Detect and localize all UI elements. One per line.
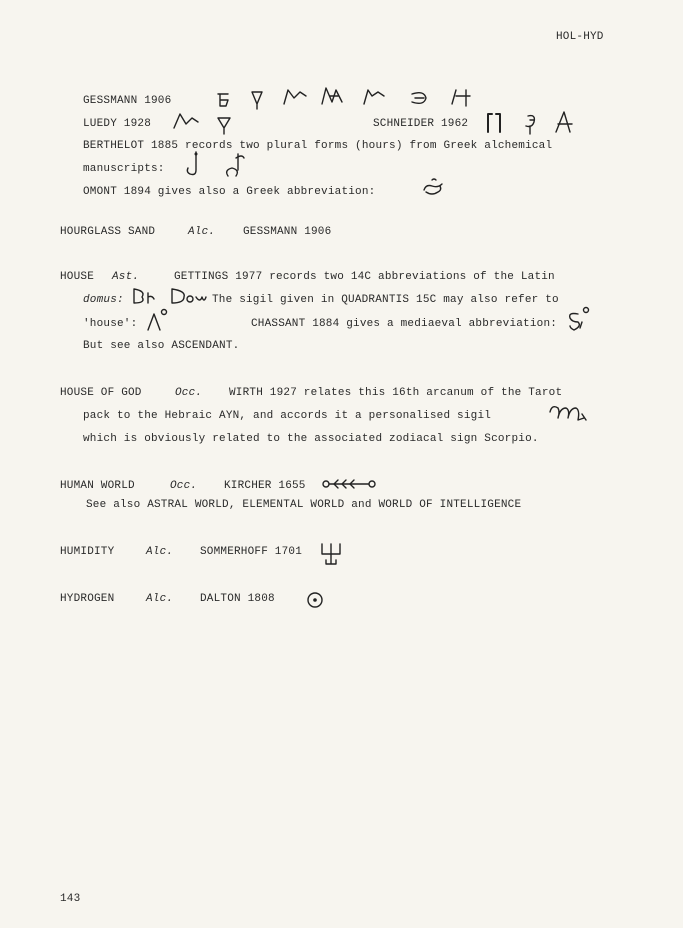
entry-human-world-term: HUMAN WORLD xyxy=(60,480,135,492)
entry-house-of-god-line-1: WIRTH 1927 relates this 16th arcanum of the Tarot xyxy=(229,387,563,399)
entry-hourglass-term: HOURGLASS SAND xyxy=(60,226,156,238)
entry-human-world-source: KIRCHER 1655 xyxy=(224,480,306,492)
humidity-sigil xyxy=(318,540,344,568)
hydrogen-sigil xyxy=(304,589,326,611)
quadrantis-house-sigil xyxy=(144,306,174,332)
entry-house-term: HOUSE xyxy=(60,271,95,283)
entry-human-world-see-also: See also ASTRAL WORLD, ELEMENTAL WORLD and WORLD OF INTELLIGENCE xyxy=(86,499,522,511)
entry-house-line-4: But see also ASCENDANT. xyxy=(83,340,240,352)
entry-house-domus: domus: xyxy=(83,294,124,306)
domus-abbreviations xyxy=(128,283,210,307)
gessmann-ref: GESSMANN 1906 xyxy=(83,95,172,107)
omont-sigil xyxy=(420,174,450,198)
entry-house-line-3b: CHASSANT 1884 gives a mediaeval abbreviation: xyxy=(251,318,558,330)
luedy-ref: LUEDY 1928 xyxy=(83,118,152,130)
omont-line: OMONT 1894 gives also a Greek abbreviation: xyxy=(83,186,376,198)
running-head: HOL-HYD xyxy=(556,31,604,43)
entry-humidity-term: HUMIDITY xyxy=(60,546,115,558)
entry-hydrogen-term: HYDROGEN xyxy=(60,593,115,605)
berthelot-line-2: manuscripts: xyxy=(83,163,165,175)
house-of-god-sigil xyxy=(546,400,596,426)
entry-human-world-domain: Occ. xyxy=(170,480,198,492)
luedy-sigils xyxy=(170,106,240,136)
entry-house-line-2: The sigil given in QUADRANTIS 15C may also refer to xyxy=(212,294,559,306)
gessmann-sigils xyxy=(212,82,482,110)
chassant-house-sigil xyxy=(564,304,594,332)
entry-house-of-god-line-3: which is obviously related to the associated zodiacal sign Scorpio. xyxy=(83,433,539,445)
schneider-ref: SCHNEIDER 1962 xyxy=(373,118,469,130)
entry-house-of-god-domain: Occ. xyxy=(175,387,203,399)
entry-house-line-1: GETTINGS 1977 records two 14C abbreviations of the Latin xyxy=(174,271,555,283)
page-number: 143 xyxy=(60,893,81,905)
entry-hourglass-domain: Alc. xyxy=(188,226,216,238)
entry-house-of-god-term: HOUSE OF GOD xyxy=(60,387,142,399)
entry-house-line-3a: 'house': xyxy=(83,318,138,330)
schneider-sigils xyxy=(484,106,574,136)
entry-humidity-domain: Alc. xyxy=(146,546,174,558)
human-world-sigil xyxy=(320,474,378,494)
entry-hydrogen-domain: Alc. xyxy=(146,593,174,605)
entry-house-of-god-line-2: pack to the Hebraic AYN, and accords it a personalised sigil xyxy=(83,410,492,422)
entry-house-domain: Ast. xyxy=(112,271,140,283)
entry-hourglass-source: GESSMANN 1906 xyxy=(243,226,332,238)
berthelot-sigils xyxy=(180,148,270,180)
entry-humidity-source: SOMMERHOFF 1701 xyxy=(200,546,303,558)
entry-hydrogen-source: DALTON 1808 xyxy=(200,593,275,605)
berthelot-line-1: BERTHELOT 1885 records two plural forms (hours) from Greek alchemical xyxy=(83,140,553,152)
